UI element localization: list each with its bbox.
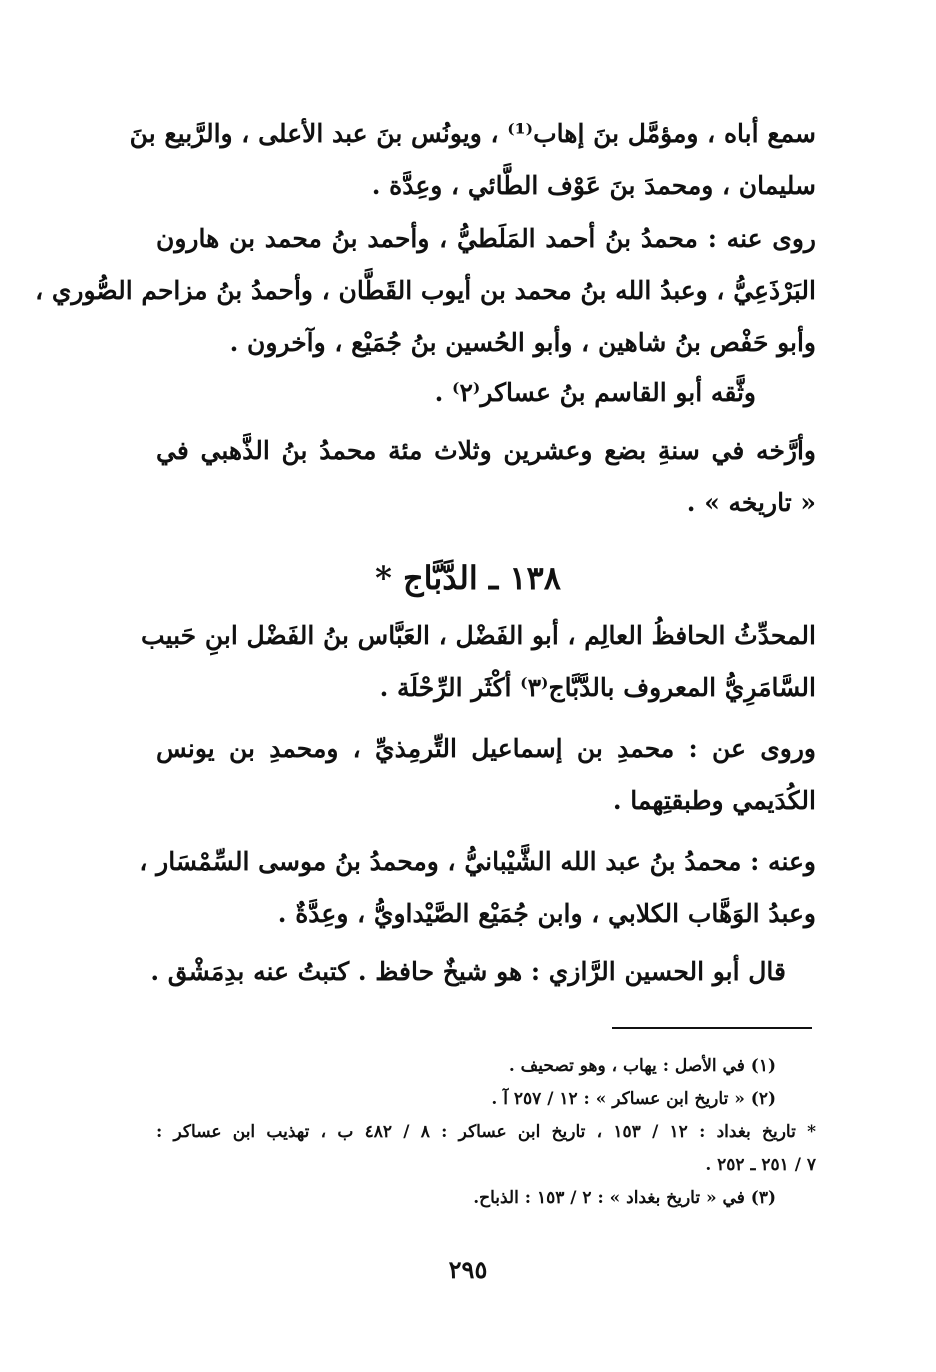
- text-line: وأبو حَفْص بنُ شاهين ، وأبو الحُسين بنُ جُمَيْع ، وآخرون .: [229, 328, 816, 357]
- footnote-1: (١) في الأصل : يهاب ، وهو تصحيف .: [508, 1056, 776, 1076]
- text-line: البَرْذَعِيُّ ، وعبدُ الله بنُ محمد بن أيوب القَطَّان ، وأحمدُ بنُ مزاحم الصُّوري ،: [35, 276, 816, 305]
- text-line: سمع أباه ، ومؤمَّل بنَ إهاب⁽¹⁾ ، ويونُس بنَ عبد الأعلى ، والرَّبيع بنَ: [129, 119, 816, 148]
- footnote-star-cont: ٧ / ٢٥١ ـ ٢٥٢ .: [705, 1155, 816, 1175]
- text-line: المحدِّثُ الحافظُ العالِم ، أبو الفَضْل ، العَبَّاس بنُ الفَضْل ابنِ حَبيب: [141, 621, 816, 650]
- footnote-3: (٣) في « تاريخ بغداد » : ٢ / ١٥٣ : الذباح.: [473, 1188, 776, 1208]
- footnote-separator: [612, 1027, 812, 1029]
- text-line: وأرَّخه في سنةِ بضع وعشرين وثلاث مئة محمدُ بنُ الذَّهبي في: [156, 436, 816, 465]
- text-line: وعنه : محمدُ بنُ عبد الله الشَّيْبانيُّ ، ومحمدُ بنُ موسى السِّمْسَار ،: [139, 847, 816, 876]
- text-line: الكُدَيمي وطبقتِهما .: [612, 786, 816, 815]
- page-number: ٢٩٥: [448, 1255, 488, 1284]
- section-heading: ١٣٨ ـ الدَّبَّاج *: [375, 559, 561, 597]
- footnote-2: (٢) « تاريخ ابن عساكر » : ١٢ / ٢٥٧ آ .: [491, 1089, 776, 1109]
- text-line: وثَّقه أبو القاسم بنُ عساكر⁽٢⁾ .: [434, 378, 756, 407]
- footnote-star: * تاريخ بغداد : ١٢ / ١٥٣ ، تاريخ ابن عساكر : ٨ / ٤٨٢ ب ، تهذيب ابن عساكر :: [156, 1122, 816, 1142]
- text-line: وروى عن : محمدِ بن إسماعيل التِّرمِذيِّ ، ومحمدِ بن يونس: [156, 734, 816, 763]
- text-line: السَّامَرِيُّ المعروف بالدَّبَّاج⁽٣⁾ أكْثَر الرِّحْلَة .: [379, 673, 816, 702]
- text-line: وعبدُ الوَهَّاب الكلابي ، وابن جُمَيْع الصَّيْداويُّ ، وعِدَّةٌ .: [277, 899, 816, 928]
- text-line: سليمان ، ومحمدَ بنَ عَوْف الطَّائي ، وعِدَّة .: [371, 171, 816, 200]
- text-line: روى عنه : محمدُ بنُ أحمد المَلَطيُّ ، وأحمد بنُ محمد بن هارون: [156, 224, 816, 253]
- text-line: قال أبو الحسين الرَّازي : هو شيخٌ حافظ . كتبتُ عنه بدِمَشْق .: [150, 957, 786, 986]
- text-line: « تاريخه » .: [686, 488, 816, 517]
